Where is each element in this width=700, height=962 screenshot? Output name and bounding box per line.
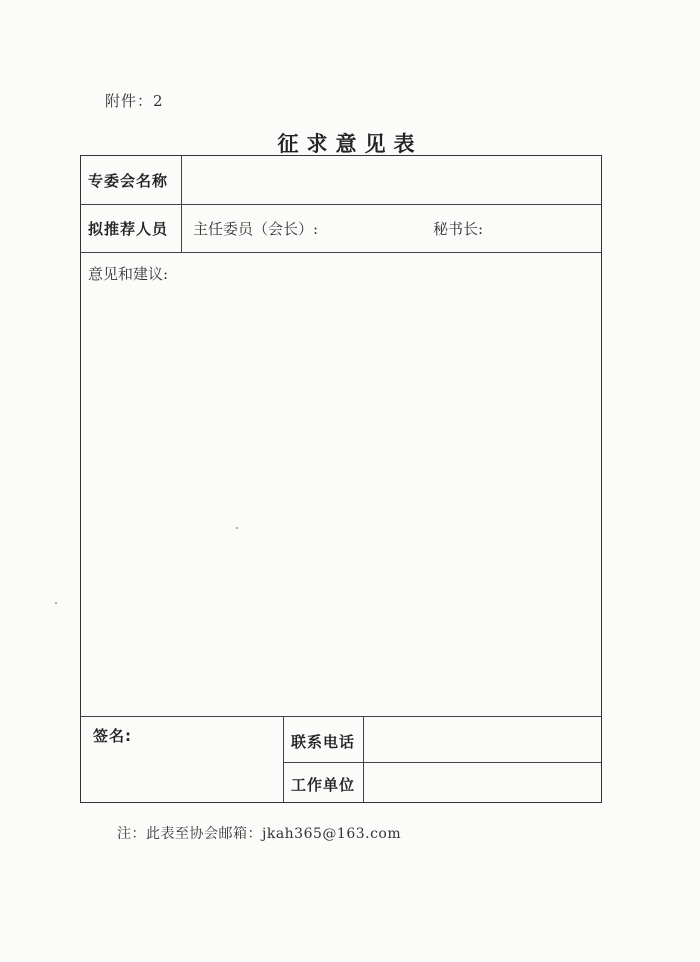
label-column-divider [181, 156, 182, 252]
opinions-label: 意见和建议: [88, 265, 169, 283]
opinions-field[interactable] [88, 291, 593, 706]
secretary-label: 秘书长: [433, 220, 484, 238]
row-divider-2 [81, 252, 601, 253]
opinion-form [80, 155, 602, 803]
committee-name-label: 专委会名称 [88, 172, 169, 190]
committee-name-field[interactable] [193, 170, 593, 192]
row-divider-3 [81, 716, 601, 717]
contact-column-divider-2 [363, 716, 364, 802]
employer-label: 工作单位 [291, 776, 356, 794]
phone-label: 联系电话 [291, 733, 356, 751]
signature-label: 签名: [93, 727, 132, 745]
scan-speck [55, 602, 57, 604]
scan-speck [236, 527, 238, 529]
recommended-personnel-label: 拟推荐人员 [88, 220, 169, 238]
page-title: 征求意见表 [277, 131, 423, 156]
contact-column-divider-1 [283, 716, 284, 802]
row-divider-4 [283, 762, 601, 763]
attachment-label: 附件：2 [105, 92, 164, 110]
chair-label: 主任委员（会长）: [193, 220, 319, 238]
phone-field[interactable] [371, 731, 593, 753]
employer-field[interactable] [371, 774, 593, 796]
row-divider-1 [81, 204, 601, 205]
footer-note: 注：此表至协会邮箱：jkah365@163.com [117, 826, 402, 842]
